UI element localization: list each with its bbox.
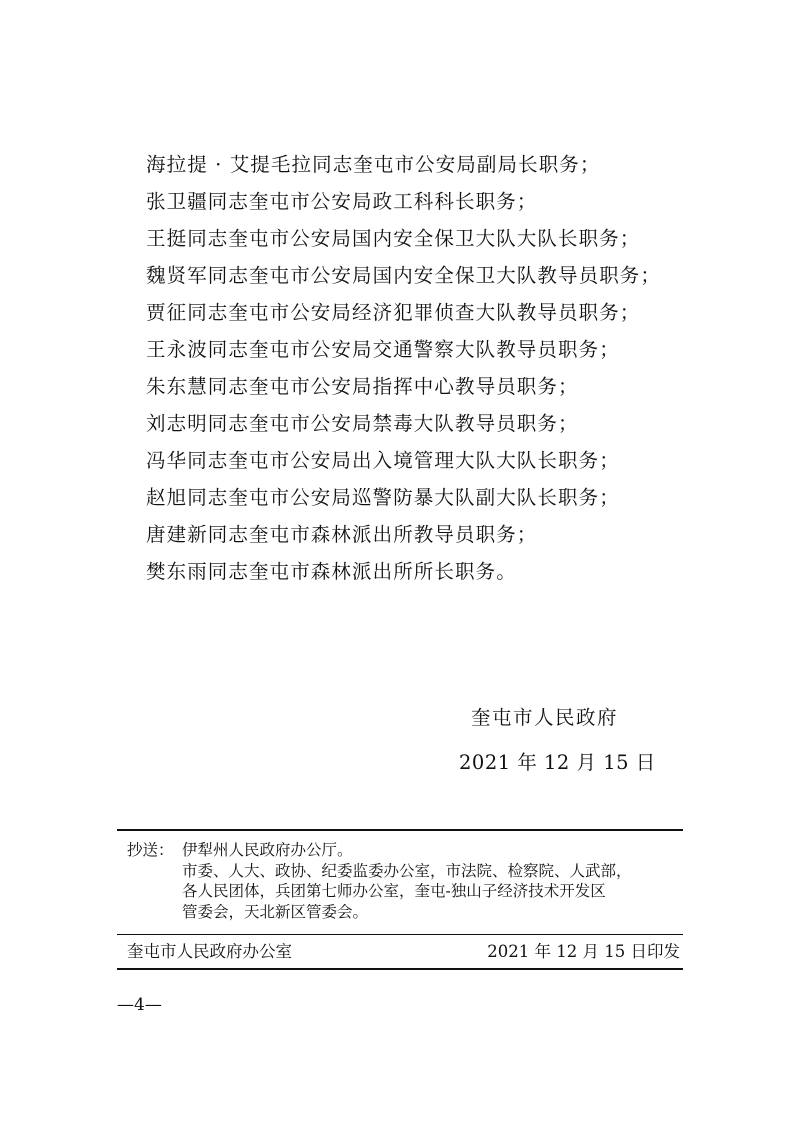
copy-to-line: 市委、人大、政协、纪委监委办公室，市法院、检察院、人武部， — [182, 861, 632, 880]
cc-bottom-divider — [117, 934, 683, 935]
page-number: —4— — [117, 995, 162, 1015]
copy-to-line: 各人民团体，兵团第七师办公室，奎屯-独山子经济技术开发区 — [182, 882, 606, 900]
appointment-item: 赵旭同志奎屯市公安局巡警防暴大队副大队长职务； — [146, 486, 620, 509]
appointment-item: 冯华同志奎屯市公安局出入境管理大队大队长职务； — [146, 449, 620, 472]
issue-date: 2021 年 12 月 15 日印发 — [487, 942, 680, 961]
appointment-item: 王永波同志奎屯市公安局交通警察大队教导员职务； — [146, 338, 620, 361]
appointment-item: 贾征同志奎屯市公安局经济犯罪侦查大队教导员职务； — [146, 301, 641, 324]
copy-to-recipients — [182, 840, 687, 922]
footer-divider — [117, 968, 683, 970]
signing-authority: 奎屯市人民政府 — [471, 706, 619, 729]
signing-date: 2021 年 12 月 15 日 — [459, 751, 656, 774]
appointment-item: 魏贤军同志奎屯市公安局国内安全保卫大队教导员职务； — [146, 264, 662, 287]
appointment-item: 唐建新同志奎屯市森林派出所教导员职务； — [146, 523, 538, 546]
appointment-item: 王挺同志奎屯市公安局国内安全保卫大队大队长职务； — [146, 227, 641, 250]
appointment-item: 樊东雨同志奎屯市森林派出所所长职务。 — [146, 560, 517, 583]
appointment-item: 刘志明同志奎屯市公安局禁毒大队教导员职务； — [146, 412, 579, 435]
copy-to-line: 伊犁州人民政府办公厅。 — [182, 841, 353, 859]
appointment-item: 张卫疆同志奎屯市公安局政工科科长职务； — [146, 190, 538, 213]
appointment-list — [146, 146, 746, 590]
appointment-item: 朱东慧同志奎屯市公安局指挥中心教导员职务； — [146, 375, 579, 398]
copy-to-label: 抄送： — [127, 841, 174, 859]
copy-to-line: 管委会，天北新区管委会。 — [182, 902, 369, 921]
appointment-item: 海拉提 · 艾提毛拉同志奎屯市公安局副局长职务； — [146, 153, 601, 176]
issuing-office: 奎屯市人民政府办公室 — [127, 942, 292, 961]
cc-top-divider — [117, 829, 683, 831]
